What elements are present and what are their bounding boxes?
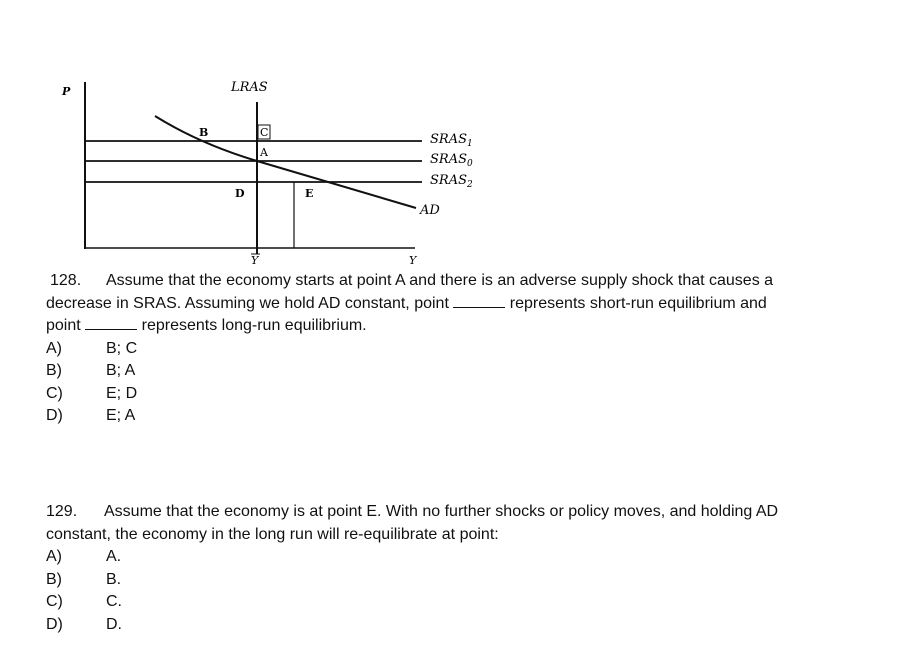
option-letter: A) (46, 548, 62, 565)
question-text-line-3b: represents long-run equilibrium. (141, 317, 367, 334)
ad-label: AD (420, 203, 440, 218)
option-a[interactable] (46, 338, 846, 361)
option-text: D. (106, 615, 122, 633)
option-text: B. (106, 570, 122, 588)
answer-blank-2 (85, 315, 137, 330)
option-text: B; A (106, 362, 136, 379)
sras2-label: $SRAS_2$ (430, 173, 473, 190)
axis-y-label: Y (409, 254, 417, 267)
question-text-line-2b: represents short-run equilibrium and (509, 294, 767, 312)
sras1-label: $SRAS_1$ (430, 132, 473, 149)
option-d[interactable] (46, 405, 846, 428)
question-text-line-1: Assume that the economy is at point E. With no further shocks or policy moves, and holding AD (104, 503, 779, 520)
point-b-label: B (199, 126, 209, 139)
question-number: 128. (50, 272, 82, 289)
question-text-line-2: constant, the economy in the long run will re-equilibrate at point: (46, 525, 499, 543)
lras-label: LRAS (231, 80, 268, 95)
option-a[interactable] (46, 546, 846, 569)
option-c[interactable] (46, 383, 846, 406)
as-ad-diagram (0, 0, 902, 270)
question-text-line-1: Assume that the economy starts at point A and there is an adverse supply shock that causes a (106, 272, 774, 289)
option-text: B; C (106, 339, 138, 357)
ybar-label: Y (251, 254, 259, 267)
option-b[interactable] (46, 360, 846, 383)
option-letter: C) (46, 384, 63, 402)
question-128 (46, 270, 846, 428)
option-letter: C) (46, 593, 63, 610)
point-e-label: E (305, 187, 314, 200)
option-b[interactable] (46, 569, 846, 592)
option-letter: D) (46, 407, 63, 424)
question-129 (46, 501, 846, 636)
option-c[interactable] (46, 591, 846, 614)
point-c-label: C (260, 126, 269, 139)
option-d[interactable] (46, 614, 846, 637)
question-text-line-2a: decrease in SRAS. Assuming we hold AD constant, point (46, 294, 449, 312)
option-letter: D) (46, 615, 63, 633)
answer-blank-1 (453, 293, 505, 308)
ad-curve (155, 116, 416, 208)
option-text: C. (106, 593, 122, 610)
point-a-label: A (260, 146, 268, 159)
option-text: E; D (106, 384, 138, 402)
axis-p-label: P (62, 85, 71, 98)
point-d-label: D (235, 187, 245, 200)
option-letter: B) (46, 570, 62, 588)
question-number: 129. (46, 503, 78, 520)
option-letter: A) (46, 339, 62, 357)
question-text-line-3a: point (46, 317, 81, 334)
option-letter: B) (46, 362, 62, 379)
option-text: E; A (106, 407, 136, 424)
sras0-label: $SRAS_0$ (430, 152, 473, 169)
option-text: A. (106, 548, 122, 565)
